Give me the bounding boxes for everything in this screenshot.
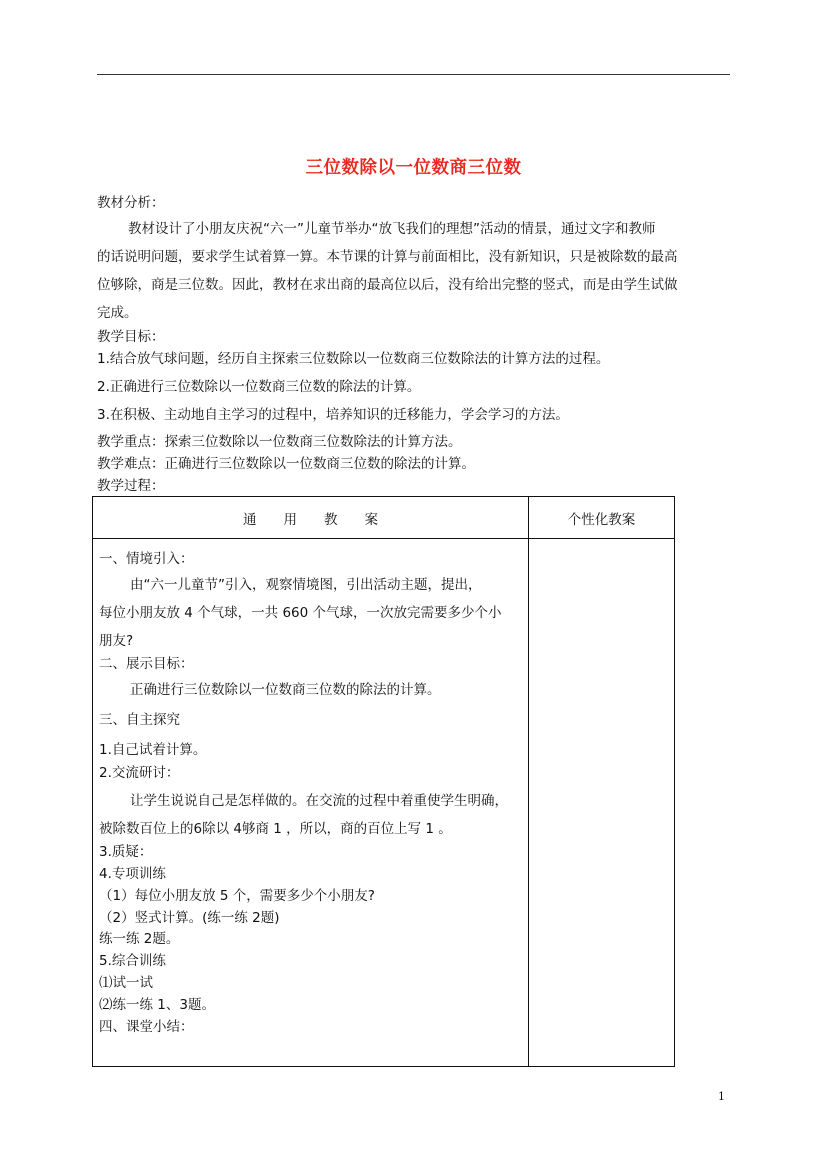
content-line: 朋友? [99,633,134,649]
header-personal-plan-label: 个性化教案 [567,511,636,528]
content-line: 让学生说说自己是怎样做的。在交流的过程中着重使学生明确， [130,793,508,809]
goals-heading: 教学目标： [97,329,165,345]
analysis-line: 教材设计了小朋友庆祝“六一”儿童节举办“放飞我们的理想”活动的情景，通过文字和教师 [128,221,656,237]
process-heading: 教学过程： [97,478,165,494]
analysis-line: 的话说明问题，要求学生试着算一算。本节课的计算与前面相比，没有新知识，只是被除数的最高 [97,249,678,265]
header-personal-plan [529,497,675,539]
content-line: 5.综合训练 [99,953,166,969]
page-title: 三位数除以一位数商三位数 [305,158,522,178]
difficulty: 教学难点：正确进行三位数除以一位数商三位数的除法的计算。 [97,456,475,472]
section-heading: 二、展示目标： [99,656,194,672]
content-line: 3.质疑： [99,844,153,860]
content-line: 被除数百位上的6除以 4够商 1 ，所以，商的百位上写 1 。 [99,821,452,837]
section-heading: 四、课堂小结： [99,1019,194,1035]
content-line: 每位小朋友放 4 个气球，一共 660 个气球，一次放完需要多少个小 [99,605,502,621]
analysis-line: 位够除，商是三位数。因此，教材在求出商的最高位以后，没有给出完整的竖式，而是由学生试做 [97,277,678,293]
content-line: 1.自己试着计算。 [99,742,207,758]
section-heading: 三、自主探究 [99,712,180,728]
content-line: （2）竖式计算。(练一练 2题) [99,910,280,926]
content-line: ⑵练一练 1、3题。 [99,997,215,1013]
content-line: 练一练 2题。 [99,931,180,947]
analysis-heading: 教材分析： [97,195,165,211]
goal-item: 1.结合放气球问题，经历自主探索三位数除以一位数商三位数除法的计算方法的过程。 [97,351,610,367]
personal-plan-content [529,539,675,1067]
goal-item: 2.正确进行三位数除以一位数商三位数的除法的计算。 [97,379,421,395]
lesson-table [92,496,675,1067]
general-plan-content [93,539,529,1067]
analysis-line: 完成。 [97,305,138,321]
header-general-plan [93,497,529,539]
content-line: 正确进行三位数除以一位数商三位数的除法的计算。 [130,682,441,698]
header-rule [97,74,730,75]
content-line: ⑴试一试 [99,975,153,991]
header-general-plan-label: 通 用 教 案 [243,511,378,528]
key-point: 教学重点：探索三位数除以一位数商三位数除法的计算方法。 [97,434,462,450]
goal-item: 3.在积极、主动地自主学习的过程中，培养知识的迁移能力，学会学习的方法。 [97,407,569,423]
content-line: 2.交流研讨： [99,765,180,781]
section-heading: 一、情境引入： [99,551,194,567]
page-number: 1 [718,1090,725,1103]
content-line: 4.专项训练 [99,866,166,882]
content-line: （1）每位小朋友放 5 个，需要多少个小朋友? [99,888,375,904]
content-line: 由“六一儿童节”引入，观察情境图，引出活动主题，提出， [130,577,482,593]
